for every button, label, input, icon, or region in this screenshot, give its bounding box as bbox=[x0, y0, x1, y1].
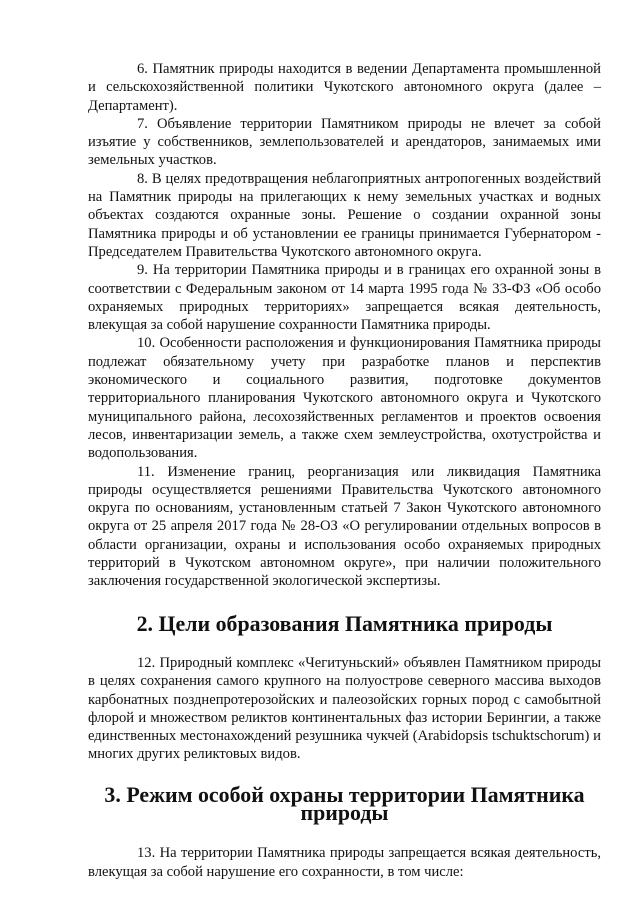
paragraph-9: 9. На территории Памятника природы и в границах его охранной зоны в соответствии с Федеральным законом от 14 марта 1995 года № 33-ФЗ «Об особо охраняемых природных территориях» запрещается всякая деятельность, влекущая за собой нарушение сохранности Памятника природы. bbox=[88, 262, 601, 334]
paragraph-11: 11. Изменение границ, реорганизация или ликвидация Памятника природы осуществляется решениями Правительства Чукотского автономного округа по основаниям, установленным статьей 7 Закон Чукотского автономного округа от 25 апреля 2017 года № 28-ОЗ «О регулировании отдельных вопросов в области организации, охраны и использования особо охраняемых природных территорий в Чукотском автономном округе», при наличии положительного заключения государственной экологической экспертизы. bbox=[88, 463, 601, 590]
document-page bbox=[88, 60, 601, 881]
paragraph-7: 7. Объявление территории Памятником природы не влечет за собой изъятие у собственников, землепользователей и арендаторов, занимаемых ими земельных участков. bbox=[88, 115, 601, 169]
paragraph-6: 6. Памятник природы находится в ведении Департамента промышленной и сельскохозяйственной политики Чукотского автономного округа (далее – Департамент). bbox=[88, 61, 601, 114]
paragraph-10: 10. Особенности расположения и функционирования Памятника природы подлежат обязательному учету при разработке планов и перспектив экономического и социального развития, подготовке документов территориального планирования Чукотского автономного округа и Чукотского муниципального района, лесохозяйственных регламентов и проектов освоения лесов, инвентаризации земель, а также схем землеустройства, охотустройства и водопользования. bbox=[88, 335, 601, 462]
section-3-heading: 3. Режим особой охраны территории Памятника природы bbox=[104, 781, 585, 825]
section-2-heading: 2. Цели образования Памятника природы bbox=[136, 610, 553, 636]
paragraph-8: 8. В целях предотвращения неблагоприятных антропогенных воздействий на Памятник природы на прилегающих к нему земельных участках и водных объектах создаются охранные зоны. Решение о создании охранной зоны Памятника природы и об установлении ее границы принимается Губернатором - Председателем Правительства Чукотского автономного округа. bbox=[88, 170, 601, 260]
paragraph-12: 12. Природный комплекс «Чегитуньский» объявлен Памятником природы в целях сохранения самого крупного на полуострове северного массива выходов карбонатных позднепротерозойских и палеозойских горных пород с самобытной флорой и множеством реликтов континентальных фаз истории Берингии, а также единственных местонахождений резушника чукчей (Arabidopsis tschuktschorum) и многих других реликтовых видов. bbox=[88, 654, 601, 763]
paragraph-13: 13. На территории Памятника природы запрещается всякая деятельность, влекущая за собой нарушение его сохранности, в том числе: bbox=[88, 845, 601, 880]
